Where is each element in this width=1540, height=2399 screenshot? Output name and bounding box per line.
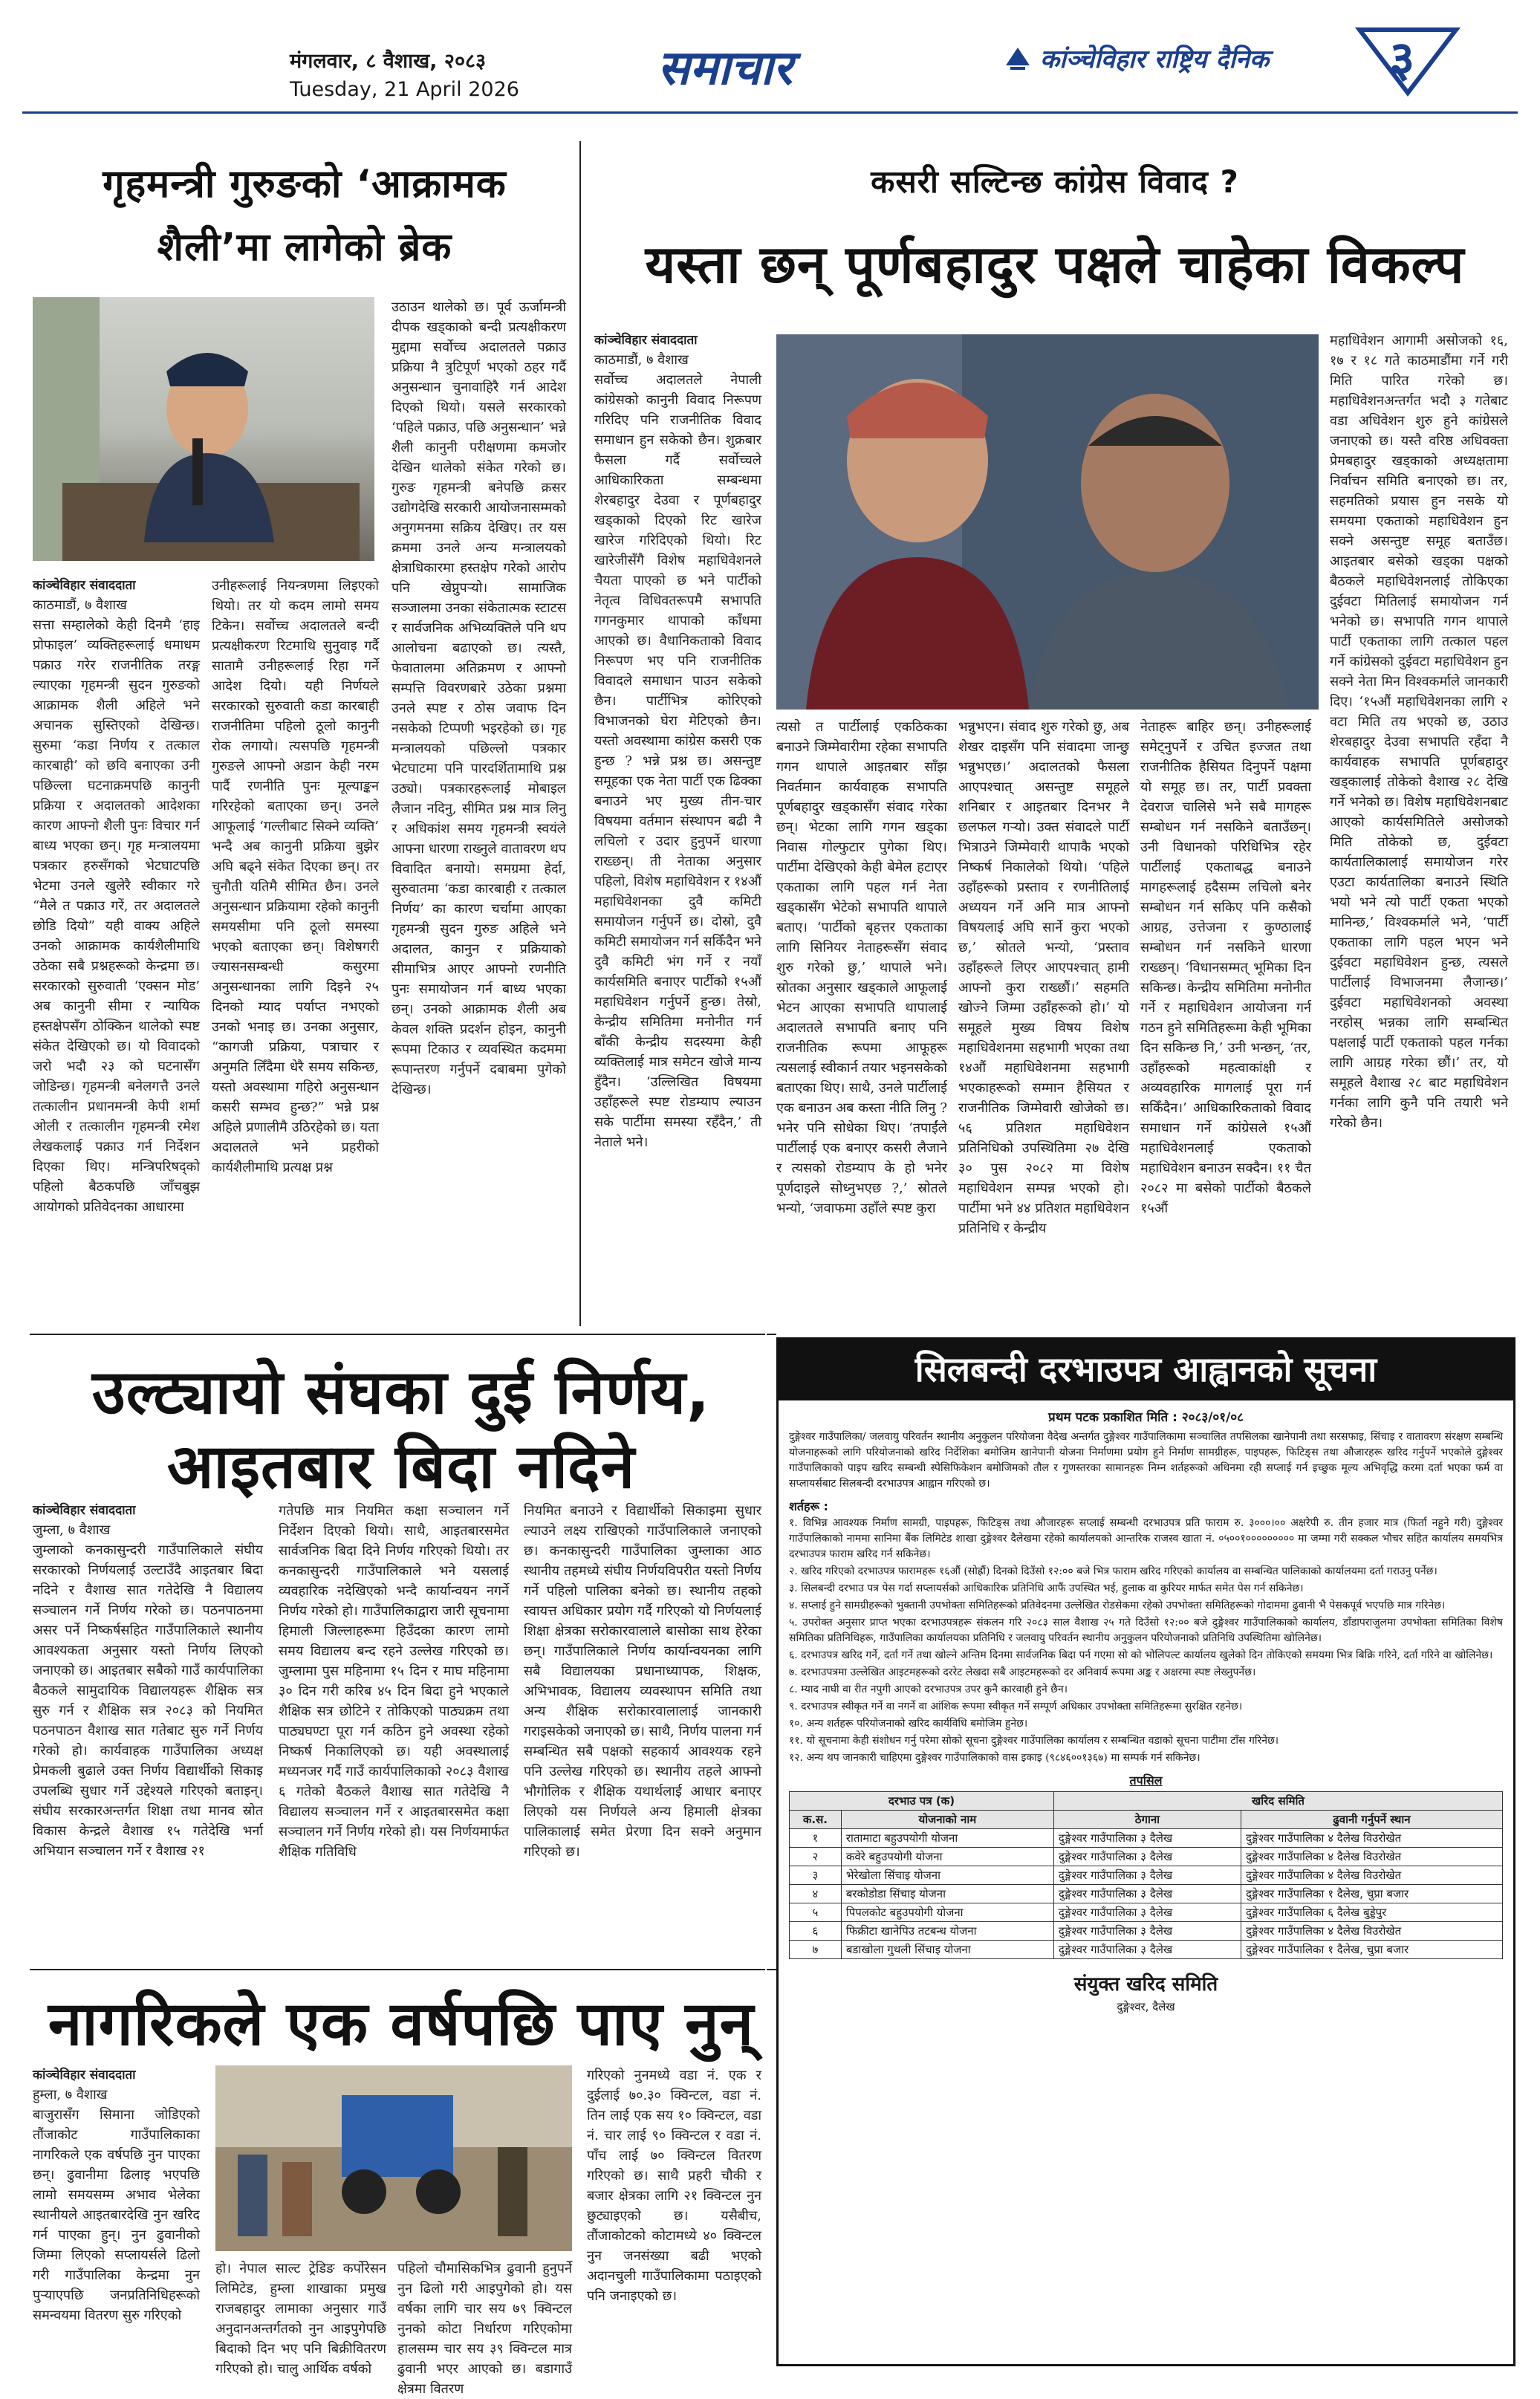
story1-column-1 bbox=[33, 576, 200, 1322]
paper-logo-icon bbox=[1003, 43, 1033, 73]
story1-column-3 bbox=[392, 297, 566, 1322]
notice-term: ६. दरभाउपत्र खरिद गर्ने, दर्ता गर्ने तथा खोल्ने अन्तिम दिनमा सार्वजनिक बिदा पर्न गएमा सो को भोलिपल्ट कार्यालय खुलेको दिन तोकिएको समयमा भित्र बिक्रि गरिने, दर्ता गरिने वा खोलिनेछ। bbox=[789, 1649, 1493, 1661]
story1-byline: कांञ्चेविहार संवाददाता bbox=[33, 578, 136, 593]
notice-table-cell: दुङ्गेश्वर गाउँपालिका ४ दैलेख विउरोखेत bbox=[1241, 1866, 1502, 1885]
notice-table-group2: खरिद समिति bbox=[1053, 1792, 1502, 1811]
story4-text-2: हो। नेपाल साल्ट ट्रेडिङ कर्पोरेसन लिमिटेड, हुम्ला शाखाका प्रमुख राजबहादुर लामाका अनुसार गाउँ अनुदानअन्तर्गतको नुन आइपुगेपछि बिदाको दिन भए पनि बिक्रीवितरण गरिएको हो। चालु आर्थिक वर्षको bbox=[215, 2261, 386, 2377]
notice-term: ८. म्याद नाघी वा रीत नपुगी आएको दरभाउपत्र उपर कुनै कारवाही हुने छैन। bbox=[789, 1684, 1068, 1695]
story4-column-4 bbox=[587, 2065, 761, 2363]
story1-photo bbox=[33, 297, 374, 561]
story2-text-5: महाधिवेशन आगामी असोजको १६, १७ र १८ गते काठमाडौंमा गर्ने गरी मिति पारित गरेको छ। महाधिवेशनअन्तर्गत भदौ ३ गतेबाट वडा अधिवेशन शुरु हुने कांग्रेसले जनाएको छ। यस्तै वरिष्ठ अधिवक्ता प्रेमबहादुर खड्काको अध्यक्षतामा निर्वाचन समिति बनाएको छ। तर, सहमतिको प्रयास हुन नसके यो समयमा एकताको महाधिवेशन हुन सक्ने असन्तुष्ट समूह बताउँछ। आइतबार बसेको खड्का पक्षको बैठकले महाधिवेशनलाई तोकिएका दुईवटा मितिलाई समायोजन गर्न भनेको छ। सभापति गगन थापाले पार्टी एकताका लागि तत्काल पहल गर्ने कांग्रेसको दुईवटा महाधिवेशन हुन सक्ने नेता मिन विश्वकर्माले जानकारी दिए। ‘१५औं महाधिवेशनका लागि २ वटा मिति तय भएको छ, उठाउ शेरबहादुर देउवा सभापति रहँदा नै कार्यवाहक सभापति पूर्णबहादुर खड्कालाई तोकेको वैशाख २८ देखि गर्ने भनेको छ। विशेष महाधिवेशनबाट आएको कार्यसमितिले असोजको मिति तोकेको छ, दुईवटा कार्यतालिकालाई समायोजन गरेर एउटा कार्यतालिका बनाउने स्थिति भयो भने त्यो पार्टी एकता भएको मानिन्छ,’ विश्वकर्माले भने, ‘पार्टी एकताका लागि पहल भएन भने दुईवटा महाधिवेशन हुन्छ, त्यसले पार्टीलाई विभाजनमा लैजान्छ।’ दुईवटा महाधिवेशनको अवस्था नरहोस् भन्नका लागि सम्बन्धित पक्षलाई पार्टी एकताको पहल गर्नका लागि आग्रह गरेका छौं।’ तर, यो समूहले वैशाख २८ बाट महाधिवेशन गर्नका लागि कुनै पनि तयारी भने गरेको छैन। bbox=[1330, 333, 1508, 1131]
notice-term: ७. दरभाउपत्रमा उल्लेखित आइटमहरूको दररेट लेखदा सबै आइटमहरूको दर अनिवार्य रूपमा अङ्क र अक्षरमा स्पष्ट लेख्नुपर्नेछ। bbox=[789, 1666, 1256, 1678]
masthead-rule bbox=[22, 111, 1518, 114]
notice-table-header: ढुवानी गर्नुपर्ने स्थान bbox=[1241, 1811, 1502, 1829]
notice-term: १२. अन्य थप जानकारी चाहिएमा दुङ्गेश्वर गाउँपालिकाको वास इकाइ (९८४६००१३६७) मा सम्पर्क गर्न सकिनेछ। bbox=[789, 1752, 1201, 1764]
story2-text-4: नेताहरू बाहिर छन्। उनीहरूलाई समेट्नुपर्ने र उचित इज्जत तथा राजनीतिक हैसियत दिनुपर्ने पक्षमा यो समूह छ। तर, पार्टी प्रवक्ता देवराज चालिसे भने सबै मागहरू सम्बोधन गर्न नसकिने बताउँछन्। उनी विधानको परिधिभित्र रहेर पार्टीलाई एकताबद्ध बनाउने मागहरूलाई हदैसम्म लचिलो बनेर सम्बोधन गर्न सकिए पनि कसैको आग्रह, उत्तेजना र कुण्ठालाई सम्बोधन गर्न नसकिने धारणा राख्छन्। ‘विधानसम्मत् भूमिका दिन सकिन्छ। केन्द्रीय समितिमा मनोनीत गर्ने र महाधिवेशन आयोजना गर्न गठन हुने समितिहरूमा केही भूमिका दिन सकिन्छ नि,’ उनी भन्छन्, ‘तर, उहाँहरूको महत्वाकांक्षी र अव्यवहारिक मागलाई पूरा गर्न सकिँदैन।’ आधिकारिकताको विवाद समाधान गर्ने कांग्रेसले १५औं महाधिवेशनलाई एकताको महाधिवेशन बनाउन सक्दैन। ११ चैत २०८२ मा बसेको पार्टीको बैठकले १५औं bbox=[1140, 719, 1311, 1216]
story1-headline-line2: शैली’मा लागेको ब्रेक bbox=[157, 225, 452, 270]
story2-text-2: त्यसो त पार्टीलाई एकठिकका बनाउने जिम्मेवारीमा रहेका सभापति गगन थापाले आइतबार साँझ निवर्तमान कार्यवाहक सभापति पूर्णबहादुर खड्कासँग संवाद गरेका छन्। भेटका लागि गगन खड्का निवास गोल्फुटार पुगेका थिए। पार्टीमा देखिएको केही बेमेल हटाएर एकताका लागि पहल गर्न नेता खड्कासँग भेटेको सभापति थापाले बताए। ‘पार्टीको बृहत्तर एकताका लागि सिनियर नेताहरूसँग संवाद शुरु गरेको छु,’ थापाले भने। स्रोतका अनुसार खड्काले आफूलाई भेटन आएका सभापति थापालाई अदालतले सभापति बनाए पनि राजनीतिक रूपमा आफूहरू त्यसलाई स्वीकार्न तयार भइनसकेको बताएका थिए। साथै, उनले पार्टीलाई एक बनाउन अब कस्ता नीति लिनु ? भनेर पनि सोधेका थिए। ‘तपाईंले पार्टीलाई एक बनाएर कसरी लैजाने र त्यसको रोडम्याप के हो भनेर पूर्णदाइले सोध्नुभएछ ?,’ स्रोतले भन्यो, ‘जवाफमा उहाँले स्पष्ट कुरा bbox=[776, 719, 947, 1216]
notice-table-cell: ३ bbox=[790, 1866, 842, 1885]
story3-column-1 bbox=[33, 1501, 263, 1961]
notice-table-row bbox=[790, 1829, 1503, 1848]
column-rule-1 bbox=[579, 141, 581, 1326]
paper-name: कांञ्चेविहार राष्ट्रिय दैनिक bbox=[1040, 45, 1270, 74]
story3-headline-line1: उल्ट्यायो संघका दुई निर्णय, bbox=[91, 1357, 711, 1428]
notice-table-cell: दुङ्गेश्वर गाउँपालिका १ दैलेख, चुप्रा बजार bbox=[1241, 1941, 1502, 1959]
notice-table-row bbox=[790, 1866, 1503, 1885]
story3-text-1: जुम्लाको कनकासुन्दरी गाउँपालिकाले संघीय सरकारको निर्णयलाई उल्टाउँदै आइतबार बिदा नदिने र वैशाख सात गतेदेखि नै विद्यालय सञ्चालन गर्ने निर्णय गरेको छ। पठनपाठनमा असर पर्ने निष्कर्षसहित गाउँपालिकाले स्थानीय आवश्यकता अनुसार यस्तो निर्णय लिएको जनाएको छ। आइतबार सबैको गाउँ कार्यपालिका बैठकले सामुदायिक विद्यालयहरू शैक्षिक सत्र सुरु गर्न र शैक्षिक सत्र २०८३ को नियमित पठनपाठन वैशाख सात गतेबाट सुरु गर्ने निर्णय गरेको हो। कार्यवाहक गाउँपालिका अध्यक्ष प्रेमकली बुढाले उक्त निर्णय विद्यार्थीको सिकाइ उपलब्धि सुधार गर्ने उद्देश्यले गरिएको बताइन्। संघीय सरकारअन्तर्गत शिक्षा तथा मानव स्रोत विकास केन्द्रले वैशाख १५ गतेदेखि भर्ना अभियान सञ्चालन गर्ने र वैशाख २१ bbox=[33, 1542, 263, 1859]
notice-table-row bbox=[790, 1903, 1503, 1922]
notice-table-cell: ५ bbox=[790, 1903, 842, 1922]
notice-table-cell: ४ bbox=[790, 1885, 842, 1903]
notice-term: १०. अन्य शर्तहरू परियोजनाको खरिद कार्यविधि बमोजिम हुनेछ। bbox=[789, 1718, 1028, 1730]
story2-kicker: कसरी सल्टिन्छ कांग्रेस विवाद ? bbox=[871, 163, 1239, 200]
notice-table-cell: दुङ्गेश्वर गाउँपालिका ३ दैलेख bbox=[1053, 1829, 1241, 1848]
story2-column-4 bbox=[1140, 717, 1311, 1326]
notice-table-cell: दुङ्गेश्वर गाउँपालिका १ दैलेख, चुप्रा बजार bbox=[1241, 1885, 1502, 1903]
story2-column-3 bbox=[958, 717, 1129, 1326]
story4-column-2 bbox=[215, 2259, 386, 2377]
page-number: ३ bbox=[1389, 30, 1415, 88]
masthead-section-title: समाचार bbox=[657, 41, 793, 96]
notice-terms-label: शर्तहरू : bbox=[789, 1499, 828, 1513]
story4-column-3 bbox=[397, 2259, 572, 2397]
notice-table-cell: दुङ्गेश्वर गाउँपालिका ४ दैलेख विउरोखेत bbox=[1241, 1829, 1502, 1848]
story2-column-2 bbox=[776, 717, 947, 1326]
story1-dateline: काठमाडौं, ७ वैशाख bbox=[33, 597, 127, 613]
story1-text-1: सत्ता सम्हालेको केही दिनमै ‘हाइ प्रोफाइल’ व्यक्तिहरूलाई धमाधम पक्राउ गरेर राजनीतिक तरङ्ग ल्याएका गृहमन्त्री सुदन गुरुङको आक्रामक शैली अहिले भने अचानक सुस्तिएको देखिन्छ। सुरुमा ‘कडा निर्णय र तत्काल कारबाही’ को छवि बनाएका उनी पछिल्ला घटनाक्रमपछि कानुनी प्रक्रिया र अदालतको आदेशका कारण आफ्नो शैली पुनः विचार गर्न बाध्य भएका छन्। गृह मन्त्रालयमा पत्रकार हरुसँगको भेटघाटपछि भेटमा उनले खुलेरै स्वीकार गरे “मैले त पक्राउ गरें, तर अदालतले छोडि दियो” यही वाक्य अहिले उनको आक्रामक कार्यशैलीमाथि उठेका सबै प्रश्नहरूको केन्द्रमा छ। सरकारको सुरुवाती ‘एक्सन मोड’ अब कानुनी सीमा र न्यायिक हस्तक्षेपसँग ठोक्किन थालेको स्पष्ट संकेत देखिएको छ। यो विवादको जरो भदौ २३ को घटनासँग जोडिन्छ। गृहमन्त्री बनेलगत्तै उनले तत्कालीन प्रधानमन्त्री केपी शर्मा ओली र तत्कालीन गृहमन्त्री रमेश लेखकलाई पक्राउ गर्न निर्देशन दिएका थिए। मन्त्रिपरिषद्को पहिलो बैठकपछि जाँचबुझ आयोगको प्रतिवेदनका आधारमा bbox=[33, 617, 200, 1215]
story2-column-1 bbox=[594, 331, 761, 1326]
row-rule-2 bbox=[30, 1969, 776, 1970]
notice-table-cell: कवेरे बहुउपयोगी योजना bbox=[841, 1848, 1053, 1866]
notice-term: १. विभिन्न आवश्यक निर्माण सामग्री, पाइपहरू, फिटिङ्स तथा औजारहरू सप्लाई सम्बन्धी दरभाउपत्र प्रति फाराम रु. ३०००।०० अक्षरेपी रु. तीन हजार मात्र (फिर्ता नहुने गरी) दुङ्गेश्वर गाउँपालिकाको नाममा सानिमा बैंक लिमिटेड शाखा दुङ्गेश्वर दैलेखमा रहेको कार्यालयको आन्तरिक राजस्व खाता नं. ०५००१००००००००० मा जम्मा गरी सक्कल भौचर सहित कार्यालय समयभित्र दरभाउपत्र फाराम खरिद गर्न सकिनेछ। bbox=[789, 1517, 1503, 1560]
notice-table-cell: दुङ्गेश्वर गाउँपालिका ३ दैलेख bbox=[1053, 1903, 1241, 1922]
notice-table-row bbox=[790, 1922, 1503, 1941]
notice-table-header: ठेगाना bbox=[1053, 1811, 1241, 1829]
story2-text-1: सर्वोच्च अदालतले नेपाली कांग्रेसको कानुनी विवाद निरूपण गरिदिए पनि राजनीतिक विवाद समाधान हुन सकेको छैन। शुक्रबार फैसला गर्दै सर्वोच्चले आधिकारिकता सम्बन्धमा शेरबहादुर देउवा र पूर्णबहादुर खड्काको दिएको रिट खारेज खारेज गरिदिएको थियो। रिट खारेजीसँगै विशेष महाधिवेशनले चैयता पाएको छ भने पार्टीको नेतृत्व विधिवतरूपमै सभापति गगनकुमार थापाको काँधमा आएको छ। वैधानिकताको विवाद निरूपण भए पनि राजनीतिक विवादले समाधान पाउन सकेको छैन। पार्टीभित्र कोरिएको विभाजनको घेरा मेटिएको छैन। यस्तो अवस्थामा कांग्रेस कसरी एक हुन्छ ? भन्ने प्रश्न छ। असन्तुष्ट समूहका एक नेता पार्टी एक ढिक्का बनाउने भए मुख्य तीन-चार विषयमा वर्तमान संस्थापन बढी नै लचिलो र उदार हुनुपर्ने धारणा राख्छन्। ती नेताका अनुसार पहिलो, विशेष महाधिवेशन र १४औं महाधिवेशनका दुवै कमिटी समायोजन गर्नुपर्ने छ। दोस्रो, दुवै कमिटी समायोजन गर्न सकिँदैन भने दुवै कमिटी भंग गर्ने र नयाँ कार्यसमिति बनाएर पार्टीको १५औं महाधिवेशन गर्नुपर्ने हुन्छ। तेस्रो, केन्द्रीय समितिमा मनोनीत गर्न बाँकी केन्द्रीय सदस्यमा केही व्यक्तिलाई मात्र समेटन खोजे मान्य हुँदैन। ‘उल्लिखित विषयमा उहाँहरूले स्पष्ट रोडम्याप ल्याउन सके पार्टीमा समस्या रहँदैन,’ ती नेताले भने। bbox=[594, 372, 761, 1150]
notice-table-cell: फिक्रीटा खानेपिउ तटबन्ध योजना bbox=[841, 1922, 1053, 1941]
story3-column-3 bbox=[524, 1501, 761, 1961]
notice-table-cell: बरकोडोडा सिंचाइ योजना bbox=[841, 1885, 1053, 1903]
notice-table-cell: बडाखोला गुथली सिंचाइ योजना bbox=[841, 1941, 1053, 1959]
story4-photo bbox=[215, 2065, 572, 2251]
notice-table-cell: २ bbox=[790, 1848, 842, 1866]
notice-terms-list bbox=[779, 1516, 1513, 1766]
notice-table-group: दरभाउ पत्र (क) bbox=[790, 1792, 1054, 1811]
story4-headline: नागरिकले एक वर्षपछि पाए नुन् bbox=[48, 1989, 755, 2059]
story2-photo bbox=[776, 334, 1319, 710]
notice-signature: संयुक्त खरिद समिति bbox=[1073, 1973, 1218, 1996]
page-number-badge bbox=[1352, 22, 1463, 97]
story3-headline-line2: आइतबार बिदा नदिने bbox=[166, 1432, 636, 1502]
masthead-paper-logo bbox=[1003, 41, 1269, 75]
notice-table-cell: दुङ्गेश्वर गाउँपालिका ३ दैलेख bbox=[1053, 1885, 1241, 1903]
masthead-date-en: Tuesday, 21 April 2026 bbox=[290, 78, 519, 101]
story3-byline: कांञ्चेविहार संवाददाता bbox=[33, 1503, 136, 1518]
story1-text-3: उठाउन थालेको छ। पूर्व ऊर्जामन्त्री दीपक खड्काको बन्दी प्रत्यक्षीकरण मुद्दामा सर्वोच्च अदालतले पक्राउ प्रक्रिया नै त्रुटिपूर्ण भएको ठहर गर्दै अनुसन्धान चुनावाहिरै गर्न आदेश दिएको थियो। यसले सरकारको ‘पहिले पक्राउ, पछि अनुसन्धान’ भन्ने शैली कानुनी परीक्षणमा कमजोर देखिन थालेको संकेत गरेको छ। गुरुङ गृहमन्त्री बनेपछि क्रसर उद्योगदेखि सरकारी आयोजनासम्मको अनुगमनमा सक्रिय देखिए। तर यस क्रममा उनले अन्य मन्त्रालयको क्षेत्राधिकारमा हस्तक्षेप गरेको आरोप पनि खेप्नुपऱ्यो। सामाजिक सञ्जालमा उनका संकेतात्मक स्टाटस र सार्वजनिक अभिव्यक्तिले पनि थप आलोचना बढाएको छ। त्यस्तै, फेवातालमा अतिक्रमण र आफ्नो सम्पत्ति विवरणबारे उठेका प्रश्नमा उनले स्पष्ट र ठोस जवाफ दिन नसकेको टिप्पणी भइरहेको छ। गृह मन्त्रालयको पछिल्लो पत्रकार भेटघाटमा पनि पारदर्शितामाथि प्रश्न उठ्यो। पत्रकारहरूलाई मोबाइल लैजान नदिनु, सीमित प्रश्न मात्र लिनु र अधिकांश समय गृहमन्त्री स्वयंले आफ्ना धारणा राख्नुले वातावरण थप विवादित बनायो। समग्रमा हेर्दा, सुरुवातमा ‘कडा कारबाही र तत्काल निर्णय’ का कारण चर्चामा आएका गृहमन्त्री सुदन गुरुङ अहिले भने अदालत, कानुन र प्रक्रियाको सीमाभित्र आएर आफ्नो रणनीति पुनः समायोजन गर्न बाध्य भएका छन्। उनको आक्रामक शैली अब केवल शक्ति प्रदर्शन होइन, कानुनी रूपमा टिकाउ र व्यवस्थित कदममा रूपान्तरण गर्नुपर्ने दबाबमा पुगेको देखिन्छ। bbox=[392, 299, 566, 1097]
row-rule-1 bbox=[30, 1334, 776, 1335]
story2-dateline: काठमाडौं, ७ वैशाख bbox=[594, 352, 689, 368]
story1-column-2 bbox=[212, 576, 379, 1322]
notice-term: ३. सिलबन्दी दरभाउ पत्र पेस गर्दा सप्लायर्सको आधिकारिक प्रतिनिधि आफैं उपस्थित भई, हुलाक वा कुरियर मार्फत समेत पेस गर्न सकिनेछ। bbox=[789, 1582, 1304, 1594]
notice-intro: दुङ्गेश्वर गाउँपालिका/ जलवायु परिवर्तन स्थानीय अनुकुलन परियोजना वैदेख अन्तर्गत दुङ्गेश्वर गाउँपालिकामा सञ्चालित तपसिलका खानेपानी तथा सरसफाइ, सिंचाइ र वातावरण संरक्षण सम्बन्धि योजनाहरूको लागि परियोजनाको खरिद निर्देशिका बमोजिम खानेपानी योजना निर्माणमा प्रयोग हुने निर्माण सामग्रीहरू, पाइपहरू, फिटिङ्स तथा औजारहरू खरिद गर्नुपर्ने भएकोले दुङ्गेश्वर गाउँपालिकाको पाइप खरिद सम्बन्धी स्पेसिफिकेशन बमोजिमको तौल र गुणस्तरका सामानहरू निम्न शर्तहरूको अधिनमा रही सप्लाई गर्न इच्छुक मूल्य अभिवृद्धि करमा दर्ता भएका फर्म वा सप्लायर्सबाट सिलबन्दी दरभाउपत्र आह्वान गरिएको छ। bbox=[789, 1431, 1503, 1490]
story4-byline: कांञ्चेविहार संवाददाता bbox=[33, 2068, 136, 2083]
notice-table bbox=[789, 1791, 1503, 1959]
notice-table-cell: भेरेखोला सिंचाइ योजना bbox=[841, 1866, 1053, 1885]
masthead-date-np: मंगलवार, ८ वैशाख, २०८३ bbox=[290, 50, 487, 73]
notice-table-cell: ६ bbox=[790, 1922, 842, 1941]
story4-text-3: पहिलो चौमासिकभित्र ढुवानी हुनुपर्ने नुन ढिलो गरी आइपुगेको हो। यस वर्षका लागि चार सय ७९ क्विन्टल नुनको कोटा निर्धारण गरिएकोमा हालसम्म चार सय ३९ क्विन्टल मात्र ढुवानी भएर आएको छ। बडागाउँ क्षेत्रमा वितरण bbox=[397, 2261, 572, 2397]
story2-headline: यस्ता छन् पूर्णबहादुर पक्षले चाहेका विकल्प bbox=[645, 234, 1465, 295]
tender-notice bbox=[776, 1337, 1515, 2366]
story4-text-4: गरिएको नुनमध्ये वडा नं. एक र दुईलाई ७०.३० क्विन्टल, वडा नं. तिन लाई एक सय १० क्विन्टल, वडा नं. चार लाई ९० क्विन्टल र वडा नं. पाँच लाई ७० क्विन्टल वितरण गरिएको छ। साथै प्रहरी चौकी र बजार क्षेत्रका लागि २१ क्विन्टल नुन छुट्याइएको छ। यसैबीच, तौंजाकोटको कोटामध्ये ४० क्विन्टल नुन जनसंख्या बढी भएको अदानचुली गाउँपालिकामा पठाइएको पनि जनाइएको छ। bbox=[587, 2068, 761, 2304]
notice-term: ११. यो सूचनामा केही संशोधन गर्नु परेमा सोको सूचना दुङ्गेश्वर गाउँपालिका कार्यालय र सम्बन्धित वडाको सूचना पाटीमा टाँस गरिनेछ। bbox=[789, 1735, 1279, 1747]
notice-table-cell: १ bbox=[790, 1829, 842, 1848]
story3-text-3: नियमित बनाउने र विद्यार्थीको सिकाइमा सुधार ल्याउने लक्ष्य राखिएको गाउँपालिकाले जनाएको छ। कनकासुन्दरी गाउँपालिका जुम्लाका आठ स्थानीय तहमध्ये संघीय निर्णयविपरीत यस्तो निर्णय गर्ने पहिलो पालिका बनेको छ। स्थानीय तहको स्वायत्त अधिकार प्रयोग गर्दै गरिएको यो निर्णयलाई शिक्षा क्षेत्रका सरोकारवालाले बासोका साथ हेरेका छन्। गाउँपालिकाले निर्णय कार्यान्वयनका लागि सबै विद्यालयका प्रधानाध्यापक, शिक्षक, अभिभावक, विद्यालय व्यवस्थापन समिति तथा अन्य शैक्षिक सरोकारवालालाई जानकारी गराइसकेको जनाएको छ। साथै, निर्णय पालना गर्न सम्बन्धित सबै पक्षको सहकार्य आवश्यक रहने पनि उल्लेख गरिएको छ। स्थानीय तहले आफ्नो भौगोलिक र शैक्षिक यथार्थलाई आधार बनाएर लिएको यस निर्णयले अन्य हिमाली क्षेत्रका पालिकालाई समेत प्रेरणा दिन सक्ने अनुमान गरिएको छ। bbox=[524, 1503, 761, 1860]
story2-text-3: भन्नुभएन। संवाद शुरु गरेको छु, अब शेखर दाइसँग पनि संवादमा जान्छु भन्नुभएछ।’ अदालतको फैसला आएपश्चात् असन्तुष्ट समूहले शनिबार र आइतबार दिनभर नै छलफल गऱ्यो। उक्त संवादले पार्टी भित्राउने जिम्मेवारी थापाकै भएको निष्कर्ष निकालेको थियो। ‘पहिले उहाँहरूको प्रस्ताव र रणनीतिलाई अध्ययन गर्ने अनि मात्र आफ्नो विषयलाई अघि सार्ने कुरा भएको छ,’ स्रोतले भन्यो, ‘प्रस्ताव उहाँहरूले लिएर आएपश्चात् हामी आफ्नो कुरा राख्छौं।’ सहमति खोज्ने जिम्मा उहाँहरूको हो।’ यो समूहले मुख्य विषय विशेष महाधिवेशनमा सहभागी भएका तथा १४औं महाधिवेशनमा सहभागी भएकाहरूको सम्मान हैसियत र राजनीतिक जिम्मेवारी खोजेको छ। ५६ प्रतिशत महाधिवेशन प्रतिनिधिको उपस्थितिमा २७ देखि ३० पुस २०८२ मा विशेष महाधिवेशन सम्पन्न भएको हो। पार्टीमा भने ४४ प्रतिशत महाधिवेशन प्रतिनिधि र केन्द्रीय bbox=[958, 719, 1129, 1236]
story2-byline: कांञ्चेविहार संवाददाता bbox=[594, 333, 698, 348]
notice-table-header: क.स. bbox=[790, 1811, 842, 1829]
story1-headline-line1: गृहमन्त्री गुरुङको ‘आक्रामक bbox=[103, 162, 507, 207]
notice-table-caption: तपसिल bbox=[1129, 1773, 1163, 1788]
story4-dateline: हुम्ला, ७ वैशाख bbox=[33, 2087, 108, 2103]
notice-table-cell: दुङ्गेश्वर गाउँपालिका ६ दैलेख बुड्डेपुर bbox=[1241, 1903, 1502, 1922]
notice-table-header: योजनाको नाम bbox=[841, 1811, 1053, 1829]
notice-signature-place: दुङ्गेश्वर, दैलेख bbox=[1117, 2000, 1175, 2013]
notice-table-cell: दुङ्गेश्वर गाउँपालिका ४ दैलेख विउरोखेत bbox=[1241, 1848, 1502, 1866]
notice-title: सिलबन्दी दरभाउपत्र आह्वानको सूचना bbox=[779, 1340, 1513, 1400]
story2-column-5 bbox=[1330, 331, 1508, 1326]
notice-term: ५. उपरोक्त अनुसार प्राप्त भएका दरभाउपत्रहरू संकलन गरि २०८३ साल वैशाख २५ गते दिउँसो १२:०० बजे दुङ्गेश्वर गाउँपालिकाको कार्यालय, डाँडापराजुलमा उपभोक्ता समितिका विशेष समितिका प्रतिनिधिहरू, गाउँपालिका कार्यालयका प्रतिनिधि र जलवायु परिवर्तन स्थानीय अनुकुलन परियोजनाको प्रतिनिधि उपस्थितिमा खोलिनेछ। bbox=[789, 1617, 1503, 1644]
story3-text-2: गतेपछि मात्र नियमित कक्षा सञ्चालन गर्ने निर्देशन दिएको थियो। साथै, आइतबारसमेत सार्वजनिक बिदा दिने निर्णय गरिएको थियो। तर कनकासुन्दरी गाउँपालिकाले भने यसलाई व्यवहारिक नदेखिएको भन्दै कार्यान्वयन नगर्ने निर्णय गरेको हो। गाउँपालिकाद्वारा जारी सूचनामा हिमाली जिल्लाहरूमा हिउँदका कारण लामो समय विद्यालय बन्द रहने उल्लेख गरिएको छ। जुम्लामा पुस महिनामा १५ दिन र माघ महिनामा ३० दिन गरी करिब ४५ दिन बिदा हुने भएकाले शैक्षिक सत्र छोटिने र तोकिएको पाठ्यक्रम तथा पाठ्यघण्टा पूरा गर्न कठिन हुने अवस्था रहेको निष्कर्ष निकालिएको छ। यही अवस्थालाई मध्यनजर गर्दै गाउँ कार्यपालिकाको २०८३ वैशाख ६ गतेको बैठकले वैशाख सात गतेदेखि नै विद्यालय सञ्चालन गर्ने र आइतबारसमेत कक्षा सञ्चालन गर्ने निर्णय गरेको हो। यस निर्णयमार्फत शैक्षिक गतिविधि bbox=[279, 1503, 509, 1860]
notice-table-cell: दुङ्गेश्वर गाउँपालिका ३ दैलेख bbox=[1053, 1848, 1241, 1866]
story1-text-2: उनीहरूलाई नियन्त्रणमा लिइएको थियो। तर यो कदम लामो समय टिकेन। सर्वोच्च अदालतले बन्दी प्रत्यक्षीकरण रिटमाथि सुनुवाइ गर्दै सातामै उनीहरूलाई रिहा गर्ने आदेश दियो। यही निर्णयले सरकारको सुरुवाती कडा कारबाही राजनीतिमा पहिलो ठूलो कानुनी रोक लगायो। त्यसपछि गृहमन्त्री गुरुङले आफ्नो अडान केही नरम पार्दै रणनीति पुनः मूल्याङ्कन गरिरहेको बताएका छन्। उनले आफूलाई ‘गल्लीबाट सिक्ने व्यक्ति’ भन्दै अब कानुनी प्रक्रिया बुझेर अघि बढ्ने संकेत दिएका छन्। तर चुनौती यतिमै सीमित छैन। उनले अनुसन्धान प्रक्रियामा रहेको कानुनी समयसीमा पनि ठूलो समस्या भएको बताएका छन्। विशेषगरी ज्यासनसम्बन्धी कसुरमा अनुसन्धानका लागि दिइने २५ दिनको म्याद पर्याप्त नभएको उनको भनाइ छ। उनका अनुसार, “कागजी प्रक्रिया, पत्राचार र अनुमति लिँदैमा धेरै समय सकिन्छ, यस्तो अवस्थामा गहिरो अनुसन्धान कसरी सम्भव हुन्छ?” भन्ने प्रश्न अहिले प्रणालीमै उठिरहेको छ। यता अदालतले भने प्रहरीको कार्यशैलीमाथि प्रत्यक्ष प्रश्न bbox=[212, 578, 379, 1175]
notice-table-cell: ७ bbox=[790, 1941, 842, 1959]
notice-table-cell: दुङ्गेश्वर गाउँपालिका ३ दैलेख bbox=[1053, 1922, 1241, 1941]
notice-term: ४. सप्लाई हुने सामग्रीहरूको भुक्तानी उपभोक्ता समितिहरूको प्रतिवेदनमा उल्लेखित रोडसेकमा रहेको उपभोक्ता समितिहरूको गोदाममा ढुवानी भै पेसकपूर्व भएपछि मात्र गरिनेछ। bbox=[789, 1600, 1446, 1611]
story3-column-2 bbox=[279, 1501, 509, 1961]
notice-table-cell: रातामाटा बहुउपयोगी योजना bbox=[841, 1829, 1053, 1848]
column-rule-2 bbox=[765, 1334, 767, 2359]
notice-table-cell: पिपलकोट बहुउपयोगी योजना bbox=[841, 1903, 1053, 1922]
notice-table-row bbox=[790, 1941, 1503, 1959]
notice-table-cell: दुङ्गेश्वर गाउँपालिका ४ दैलेख विउरोखेत bbox=[1241, 1922, 1502, 1941]
notice-first-published: प्रथम पटक प्रकाशित मिति : २०८३/०१/०८ bbox=[1048, 1410, 1244, 1425]
story3-dateline: जुम्ला, ७ वैशाख bbox=[33, 1522, 111, 1538]
notice-table-row bbox=[790, 1885, 1503, 1903]
story4-text-1: बाजुरासँग सिमाना जोडिएको तौंजाकोट गाउँपालिकाका नागरिकले एक वर्षपछि नुन पाएका छन्। ढुवानीमा ढिलाइ भएपछि लामो समयसम्म अभाव भेलेका स्थानीयले आइतबारदेखि नुन खरिद गर्न पाएका हुन्। नुन ढुवानीको जिम्मा लिएको सप्लायर्सले ढिलो गरी गाउँपालिका केन्द्रमा नुन पुऱ्याएपछि जनप्रतिनिधिहरूको समन्वयमा वितरण सुरु गरिएको bbox=[33, 2107, 200, 2323]
notice-table-row bbox=[790, 1848, 1503, 1866]
notice-term: २. खरिद गरिएको दरभाउपत्र फारामहरू १६औं (सोह्रौं) दिनको दिउँसो १२:०० बजे भित्र फाराम खरिद गरिएको कार्यालय वा सम्बन्धित पालिकाको कार्यालयमा दर्ता गराउनु पर्नेछ। bbox=[789, 1565, 1437, 1577]
notice-table-cell: दुङ्गेश्वर गाउँपालिका ३ दैलेख bbox=[1053, 1866, 1241, 1885]
masthead bbox=[0, 0, 1540, 111]
notice-table-cell: दुङ्गेश्वर गाउँपालिका ३ दैलेख bbox=[1053, 1941, 1241, 1959]
notice-term: ९. दरभाउपत्र स्वीकृत गर्ने वा नगर्ने वा आंशिक रूपमा स्वीकृत गर्ने सम्पूर्ण अधिकार उपभोक्ता समितिहरूमा सुरक्षित रहनेछ। bbox=[789, 1701, 1243, 1713]
story4-column-1 bbox=[33, 2065, 200, 2363]
